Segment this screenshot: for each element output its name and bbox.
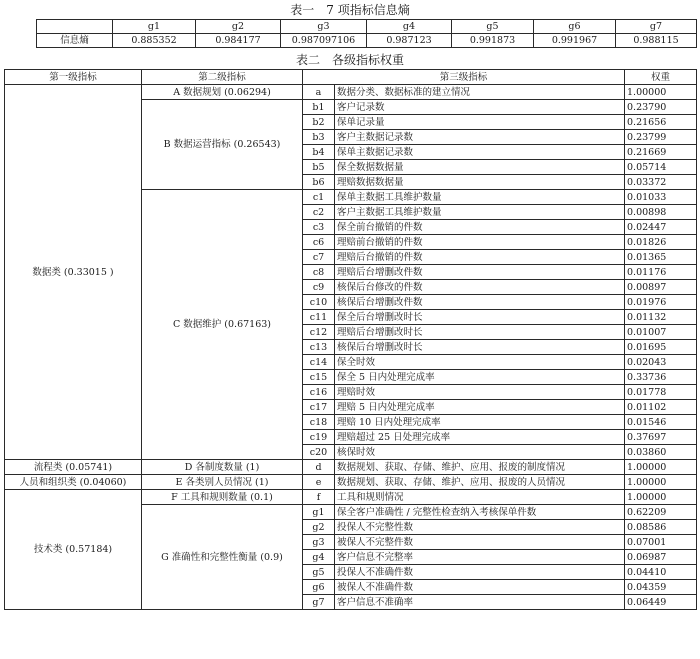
weight-row xyxy=(5,475,697,490)
indicator-name: 投保人不准确件数 xyxy=(335,565,625,580)
indicator-code: c11 xyxy=(303,310,335,325)
entropy-value: 0.991873 xyxy=(452,34,534,48)
indicator-name: 理赔 5 日内处理完成率 xyxy=(335,400,625,415)
indicator-code: c13 xyxy=(303,340,335,355)
indicator-name: 理赔超过 25 日处理完成率 xyxy=(335,430,625,445)
indicator-code: g1 xyxy=(303,505,335,520)
indicator-name: 保全时效 xyxy=(335,355,625,370)
indicator-weight: 0.05714 xyxy=(625,160,697,175)
indicator-weight: 0.21656 xyxy=(625,115,697,130)
level2-cell: E 各类别人员情况 (1) xyxy=(142,475,303,490)
indicator-weight: 0.01176 xyxy=(625,265,697,280)
indicator-name: 理赔前台撤销的件数 xyxy=(335,235,625,250)
entropy-header-cell xyxy=(37,20,113,34)
level1-cell: 数据类 (0.33015 ) xyxy=(5,85,142,460)
indicator-name: 核保时效 xyxy=(335,445,625,460)
weight-table xyxy=(4,69,697,610)
entropy-value: 0.991967 xyxy=(534,34,616,48)
entropy-header-cell: g3 xyxy=(281,20,367,34)
indicator-name: 保全客户准确性 / 完整性检查纳入考核保单件数 xyxy=(335,505,625,520)
entropy-header-cell: g5 xyxy=(452,20,534,34)
level2-cell: D 各制度数量 (1) xyxy=(142,460,303,475)
level2-cell: A 数据规划 (0.06294) xyxy=(142,85,303,100)
entropy-value: 0.987123 xyxy=(367,34,452,48)
indicator-name: 保单记录量 xyxy=(335,115,625,130)
level2-cell: B 数据运营指标 (0.26543) xyxy=(142,100,303,190)
indicator-weight: 0.06987 xyxy=(625,550,697,565)
indicator-weight: 0.00897 xyxy=(625,280,697,295)
indicator-code: c16 xyxy=(303,385,335,400)
entropy-value: 0.984177 xyxy=(196,34,281,48)
indicator-code: c20 xyxy=(303,445,335,460)
indicator-name: 数据分类、数据标准的建立情况 xyxy=(335,85,625,100)
indicator-weight: 0.01695 xyxy=(625,340,697,355)
indicator-code: c15 xyxy=(303,370,335,385)
indicator-weight: 0.04410 xyxy=(625,565,697,580)
indicator-weight: 0.37697 xyxy=(625,430,697,445)
indicator-code: c18 xyxy=(303,415,335,430)
indicator-weight: 0.02447 xyxy=(625,220,697,235)
indicator-code: c19 xyxy=(303,430,335,445)
weight-row xyxy=(5,85,697,100)
header-weight: 权重 xyxy=(625,70,697,85)
indicator-weight: 0.23790 xyxy=(625,100,697,115)
indicator-name: 客户信息不准确率 xyxy=(335,595,625,610)
indicator-name: 客户记录数 xyxy=(335,100,625,115)
indicator-code: c17 xyxy=(303,400,335,415)
indicator-name: 保全数据数据量 xyxy=(335,160,625,175)
indicator-name: 保单主数据记录数 xyxy=(335,145,625,160)
indicator-code: c6 xyxy=(303,235,335,250)
indicator-code: c14 xyxy=(303,355,335,370)
indicator-name: 投保人不完整性数 xyxy=(335,520,625,535)
level2-cell: F 工具和规则数量 (0.1) xyxy=(142,490,303,505)
indicator-name: 保全前台撤销的件数 xyxy=(335,220,625,235)
indicator-name: 保单主数据工具维护数量 xyxy=(335,190,625,205)
indicator-code: c8 xyxy=(303,265,335,280)
indicator-name: 理赔后台撤销的件数 xyxy=(335,250,625,265)
indicator-code: e xyxy=(303,475,335,490)
indicator-code: f xyxy=(303,490,335,505)
entropy-header-cell: g1 xyxy=(113,20,196,34)
indicator-weight: 1.00000 xyxy=(625,460,697,475)
indicator-code: c7 xyxy=(303,250,335,265)
indicator-name: 核保后台增删改时长 xyxy=(335,340,625,355)
indicator-weight: 0.06449 xyxy=(625,595,697,610)
indicator-weight: 0.62209 xyxy=(625,505,697,520)
indicator-weight: 0.01976 xyxy=(625,295,697,310)
level1-cell: 技术类 (0.57184) xyxy=(5,490,142,610)
indicator-name: 被保人不准确件数 xyxy=(335,580,625,595)
indicator-code: c10 xyxy=(303,295,335,310)
indicator-weight: 0.03372 xyxy=(625,175,697,190)
indicator-code: c1 xyxy=(303,190,335,205)
weight-header-row xyxy=(5,70,697,85)
indicator-name: 工具和规则情况 xyxy=(335,490,625,505)
indicator-code: b3 xyxy=(303,130,335,145)
entropy-header-row xyxy=(37,20,697,34)
indicator-weight: 0.01546 xyxy=(625,415,697,430)
indicator-weight: 0.21669 xyxy=(625,145,697,160)
indicator-weight: 0.00898 xyxy=(625,205,697,220)
indicator-code: g3 xyxy=(303,535,335,550)
indicator-code: d xyxy=(303,460,335,475)
indicator-weight: 0.01826 xyxy=(625,235,697,250)
level2-cell: G 准确性和完整性衡量 (0.9) xyxy=(142,505,303,610)
indicator-name: 理赔后台增删改件数 xyxy=(335,265,625,280)
indicator-weight: 0.01102 xyxy=(625,400,697,415)
indicator-name: 保全 5 日内处理完成率 xyxy=(335,370,625,385)
entropy-header-cell: g6 xyxy=(534,20,616,34)
indicator-code: c9 xyxy=(303,280,335,295)
header-level1: 第一级指标 xyxy=(5,70,142,85)
indicator-name: 理赔时效 xyxy=(335,385,625,400)
indicator-code: g5 xyxy=(303,565,335,580)
weight-row xyxy=(5,460,697,475)
indicator-name: 理赔数据数据量 xyxy=(335,175,625,190)
indicator-name: 客户主数据工具维护数量 xyxy=(335,205,625,220)
indicator-code: b4 xyxy=(303,145,335,160)
table2-caption: 表二 各级指标权重 xyxy=(295,53,404,67)
indicator-code: b5 xyxy=(303,160,335,175)
entropy-row-label: 信息熵 xyxy=(37,34,113,48)
indicator-code: c2 xyxy=(303,205,335,220)
level1-cell: 流程类 (0.05741) xyxy=(5,460,142,475)
indicator-name: 客户主数据记录数 xyxy=(335,130,625,145)
indicator-weight: 0.03860 xyxy=(625,445,697,460)
entropy-value: 0.987097106 xyxy=(281,34,367,48)
entropy-value: 0.885352 xyxy=(113,34,196,48)
indicator-code: g2 xyxy=(303,520,335,535)
indicator-name: 数据规划、获取、存储、维护、应用、报废的制度情况 xyxy=(335,460,625,475)
level1-cell: 人员和组织类 (0.04060) xyxy=(5,475,142,490)
indicator-weight: 0.07001 xyxy=(625,535,697,550)
indicator-weight: 1.00000 xyxy=(625,475,697,490)
indicator-weight: 0.01778 xyxy=(625,385,697,400)
level2-cell: C 数据维护 (0.67163) xyxy=(142,190,303,460)
indicator-code: g7 xyxy=(303,595,335,610)
indicator-code: a xyxy=(303,85,335,100)
indicator-name: 核保后台修改的件数 xyxy=(335,280,625,295)
indicator-weight: 0.01007 xyxy=(625,325,697,340)
indicator-code: b1 xyxy=(303,100,335,115)
indicator-weight: 0.23799 xyxy=(625,130,697,145)
indicator-weight: 0.02043 xyxy=(625,355,697,370)
entropy-header-cell: g7 xyxy=(616,20,697,34)
entropy-table xyxy=(36,19,697,48)
indicator-name: 数据规划、获取、存储、维护、应用、报废的人员情况 xyxy=(335,475,625,490)
indicator-weight: 0.01132 xyxy=(625,310,697,325)
entropy-header-cell: g2 xyxy=(196,20,281,34)
indicator-code: c3 xyxy=(303,220,335,235)
indicator-code: c12 xyxy=(303,325,335,340)
weight-row xyxy=(5,490,697,505)
entropy-header-cell: g4 xyxy=(367,20,452,34)
indicator-weight: 1.00000 xyxy=(625,490,697,505)
header-level3: 第三级指标 xyxy=(303,70,625,85)
table1-caption: 表一 7 项指标信息熵 xyxy=(290,3,410,17)
indicator-weight: 0.33736 xyxy=(625,370,697,385)
indicator-weight: 0.01365 xyxy=(625,250,697,265)
indicator-weight: 0.01033 xyxy=(625,190,697,205)
indicator-weight: 0.08586 xyxy=(625,520,697,535)
indicator-name: 核保后台增删改件数 xyxy=(335,295,625,310)
entropy-value-row xyxy=(37,34,697,48)
indicator-name: 理赔后台增删改时长 xyxy=(335,325,625,340)
indicator-weight: 0.04359 xyxy=(625,580,697,595)
header-level2: 第二级指标 xyxy=(142,70,303,85)
indicator-code: b6 xyxy=(303,175,335,190)
indicator-name: 理赔 10 日内处理完成率 xyxy=(335,415,625,430)
indicator-name: 保全后台增删改时长 xyxy=(335,310,625,325)
indicator-weight: 1.00000 xyxy=(625,85,697,100)
indicator-name: 客户信息不完整率 xyxy=(335,550,625,565)
indicator-name: 被保人不完整件数 xyxy=(335,535,625,550)
indicator-code: g6 xyxy=(303,580,335,595)
indicator-code: g4 xyxy=(303,550,335,565)
indicator-code: b2 xyxy=(303,115,335,130)
entropy-value: 0.988115 xyxy=(616,34,697,48)
